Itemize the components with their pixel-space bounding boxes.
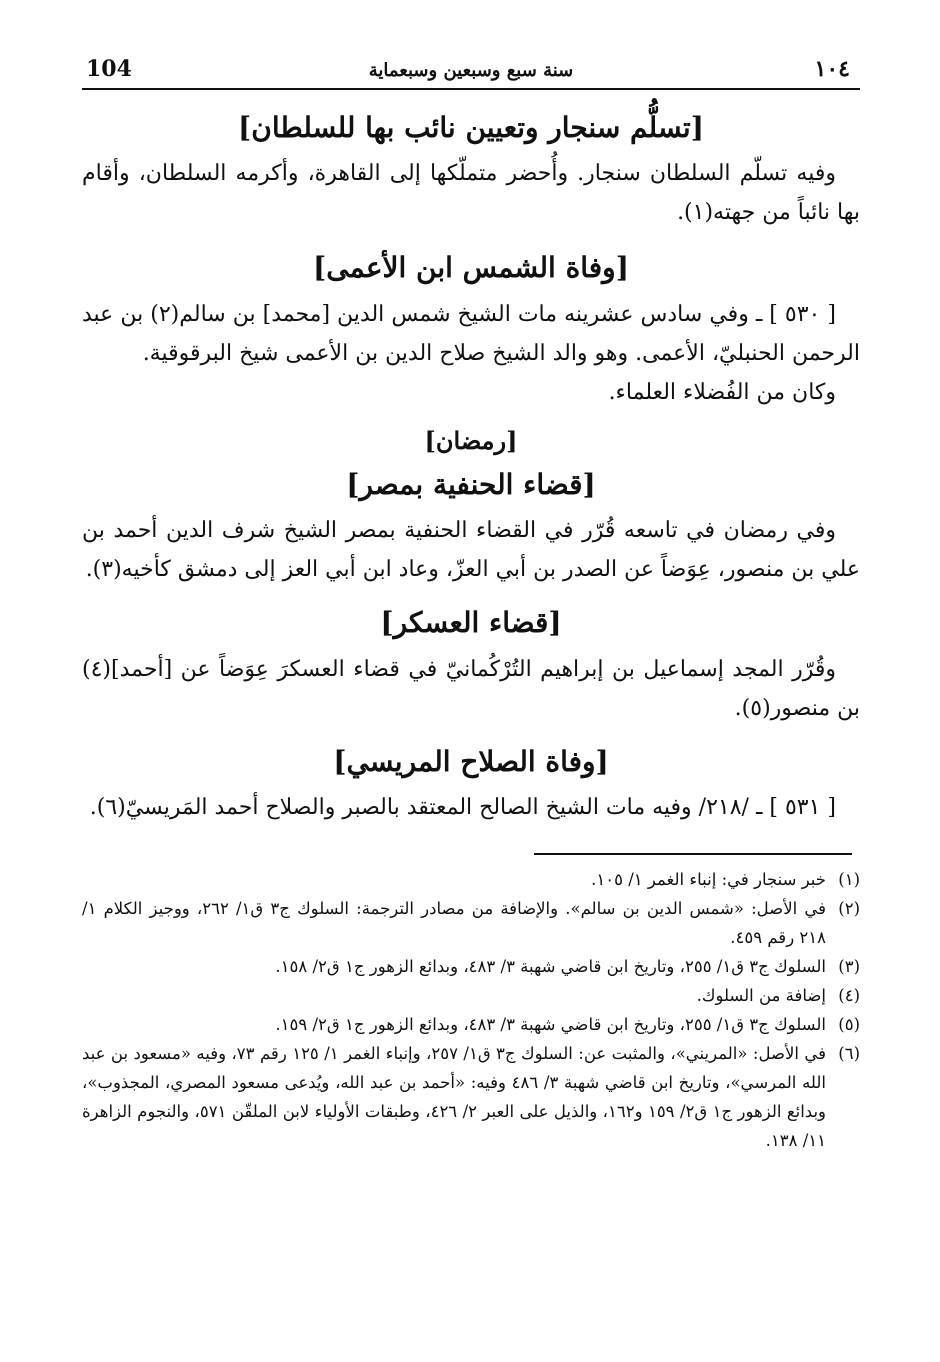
paragraph: وقُرّر المجد إسماعيل بن إبراهيم التُرْكُمانيّ في قضاء العسكرَ عِوَضاً عن [أحمد](٤) بن منصور(٥). bbox=[82, 656, 860, 721]
footnote-text: السلوك ج٣ ق١/ ٢٥٥، وتاريخ ابن قاضي شهبة ٣/ ٤٨٣، وبدائع الزهور ج١ ق٢/ ١٥٨. bbox=[275, 956, 826, 976]
footnote bbox=[82, 1039, 860, 1155]
footnote-number: (١) bbox=[838, 869, 860, 889]
running-head bbox=[82, 40, 860, 90]
footnote bbox=[82, 1010, 860, 1039]
footnote-number: (٣) bbox=[838, 956, 860, 976]
paragraph: وفي رمضان في تاسعه قُرّر في القضاء الحنفية بمصر الشيخ شرف الدين أحمد بن علي بن منصور، عِوَضاً عن الصدر بن أبي العزّ، وعاد ابن أبي العز إلى دمشق كأخيه(٣). bbox=[82, 518, 860, 583]
footnote bbox=[82, 952, 860, 981]
footnotes bbox=[82, 865, 860, 1155]
section-heading: [تسلُّم سنجار وتعيين نائب بها للسلطان] bbox=[238, 111, 704, 144]
footnote-number: (٦) bbox=[838, 1043, 860, 1063]
section-heading: [وفاة الشمس ابن الأعمى] bbox=[313, 251, 629, 285]
month-heading: [رمضان] bbox=[424, 425, 518, 455]
footnote-text: في الأصل: «المريني»، والمثبت عن: السلوك ج٣ ق١/ ٢٥٧، وإنباء الغمر ١/ ١٢٥ رقم ٧٣، وفيه «مسعود بن عبد الله المرسي»، وتاريخ ابن قاضي شهبة ٣/ ٤٨٦ وفيه: «أحمد بن عبد الله، ويُدعى مسعود المصري، المجذوب»، وبدائع الزهور ج١ ق٢/ ١٥٩ و١٦٢، والذيل على العبر ٢/ ٤٢٦، وطبقات الأولياء لابن الملقّن ٥٧١، والنجوم الزاهرة ١١/ ١٣٨. bbox=[82, 1043, 827, 1150]
footnote-text: إضافة من السلوك. bbox=[696, 985, 826, 1005]
paragraph: [ ٥٣١ ] ـ /٢١٨/ وفيه مات الشيخ الصالح المعتقد بالصبر والصلاح أحمد المَريسيّ(٦). bbox=[89, 794, 836, 820]
footnote-text: في الأصل: «شمس الدين بن سالم». والإضافة من مصادر الترجمة: السلوك ج٣ ق١/ ٢٦٢، ووجيز الكلام ١/ ٢١٨ رقم ٤٥٩. bbox=[82, 898, 826, 947]
section-heading: [قضاء الحنفية بمصر] bbox=[346, 467, 596, 501]
page-number-latin: 104 bbox=[86, 56, 132, 82]
footnote bbox=[82, 894, 860, 952]
footnote-text: خبر سنجار في: إنباء الغمر ١/ ١٠٥. bbox=[591, 869, 826, 889]
paragraph: وكان من الفُضلاء العلماء. bbox=[608, 379, 836, 405]
paragraph: [ ٥٣٠ ] ـ وفي سادس عشرينه مات الشيخ شمس الدين [محمد] بن سالم(٢) بن عبد الرحمن الحنبليّ، الأعمى. وهو والد الشيخ صلاح الدين بن الأعمى شيخ البرقوقية. bbox=[82, 301, 860, 366]
footnote bbox=[82, 865, 860, 894]
footnote bbox=[82, 981, 860, 1010]
book-page bbox=[82, 40, 860, 1155]
paragraph: وفيه تسلّم السلطان سنجار. وأُحضر متملّكها إلى القاهرة، وأكرمه السلطان، وأقام بها نائباً من جهته(١). bbox=[82, 161, 860, 226]
main-text bbox=[82, 90, 860, 827]
running-title: سنة سبع وسبعين وسبعماية bbox=[368, 60, 574, 81]
footnote-text: السلوك ج٣ ق١/ ٢٥٥، وتاريخ ابن قاضي شهبة ٣/ ٤٨٣، وبدائع الزهور ج١ ق٢/ ١٥٩. bbox=[275, 1014, 826, 1034]
section-heading: [قضاء العسكر] bbox=[380, 606, 562, 640]
footnote-number: (٢) bbox=[838, 898, 860, 918]
footnote-number: (٤) bbox=[838, 985, 860, 1005]
footnote-number: (٥) bbox=[838, 1014, 860, 1034]
page-number-arabic: ١٠٤ bbox=[814, 56, 850, 82]
section-heading: [وفاة الصلاح المريسي] bbox=[333, 744, 609, 778]
